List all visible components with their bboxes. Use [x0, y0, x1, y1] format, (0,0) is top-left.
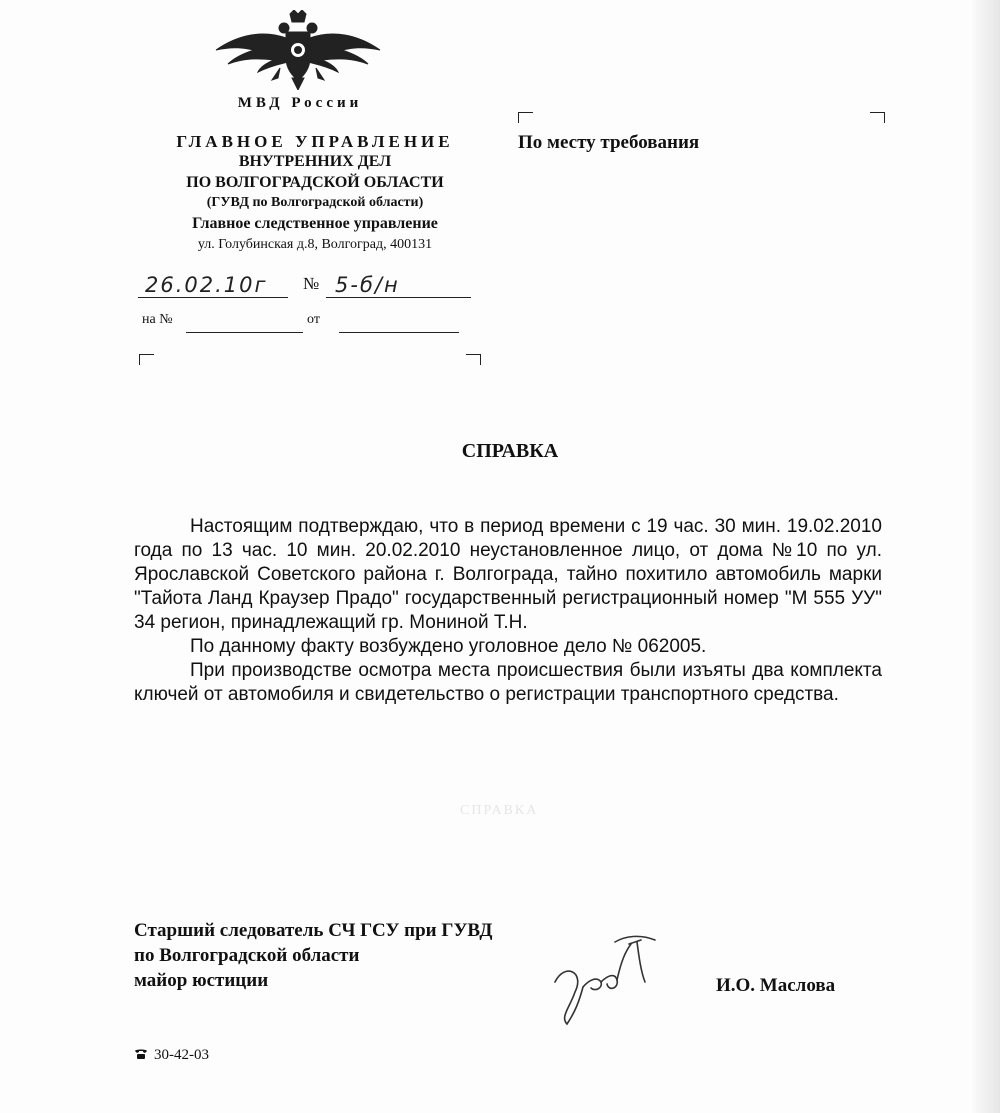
signer-block [134, 918, 492, 993]
signer-line: майор юстиции [134, 970, 269, 991]
signer-name: И.О. Маслова [716, 975, 836, 996]
from-underline [339, 332, 459, 333]
paper-edge-shadow [972, 0, 1000, 1113]
corner-mark [139, 354, 154, 365]
org-line: (ГУВД по Волгоградской области) [206, 195, 424, 210]
body-paragraph: Настоящим подтверждаю, что в период времени с 19 час. 30 мин. 19.02.2010 года по 13 час. 10 мин. 20.02.2010 неустановленное лицо, от дома №10 по ул. Ярославской Советского района г. Волгограда, тайно похитило автомобиль марки "Тайота Ланд Краузер Прадо" государственный регистрационный номер "М 555 УУ" 34 регион, принадлежащий гр. Мониной Т.Н. [134, 516, 882, 633]
document-body [134, 515, 882, 707]
corner-mark [870, 112, 885, 123]
org-line: ПО ВОЛГОГРАДСКОЙ ОБЛАСТИ [186, 174, 444, 191]
organization-block [130, 131, 500, 255]
number-sign: № [303, 274, 320, 293]
reg-number: 5-б/н [335, 273, 400, 297]
agency-name: МВД России [237, 95, 363, 111]
ref-label: на № [142, 312, 173, 327]
show-through-text [460, 803, 538, 819]
org-address: ул. Голубинская д.8, Волгоград, 400131 [197, 237, 433, 252]
ghost-title: СПРАВКА [460, 803, 539, 818]
addressee: По месту требования [518, 132, 700, 153]
phone-number: 30-42-03 [154, 1047, 209, 1063]
telephone-icon [134, 1048, 148, 1060]
phone-line [134, 1047, 209, 1064]
body-paragraph: При производстве осмотра места происшествия были изъяты два комплекта ключей от автомобиля и свидетельство о регистрации транспортного средства. [134, 660, 882, 705]
number-underline [326, 297, 471, 298]
org-line: Главное следственное управление [192, 215, 438, 232]
org-line: ВНУТРЕННИХ ДЕЛ [238, 153, 392, 170]
double-headed-eagle-emblem-icon [214, 10, 382, 90]
document-title: СПРАВКА [461, 440, 559, 462]
from-label: от [307, 312, 320, 327]
body-paragraph: По данному факту возбуждено уголовное дело № 062005. [190, 636, 707, 657]
ref-underline [186, 332, 303, 333]
handwritten-signature-icon [545, 932, 670, 1032]
org-line: ГЛАВНОЕ УПРАВЛЕНИЕ [176, 132, 454, 151]
date-underline [138, 297, 288, 298]
corner-mark [466, 354, 481, 365]
signer-line: Старший следователь СЧ ГСУ при ГУВД [134, 920, 493, 941]
signer-line: по Волгоградской области [134, 945, 360, 966]
corner-mark [518, 112, 533, 123]
reg-date: 26.02.10г [145, 273, 268, 297]
